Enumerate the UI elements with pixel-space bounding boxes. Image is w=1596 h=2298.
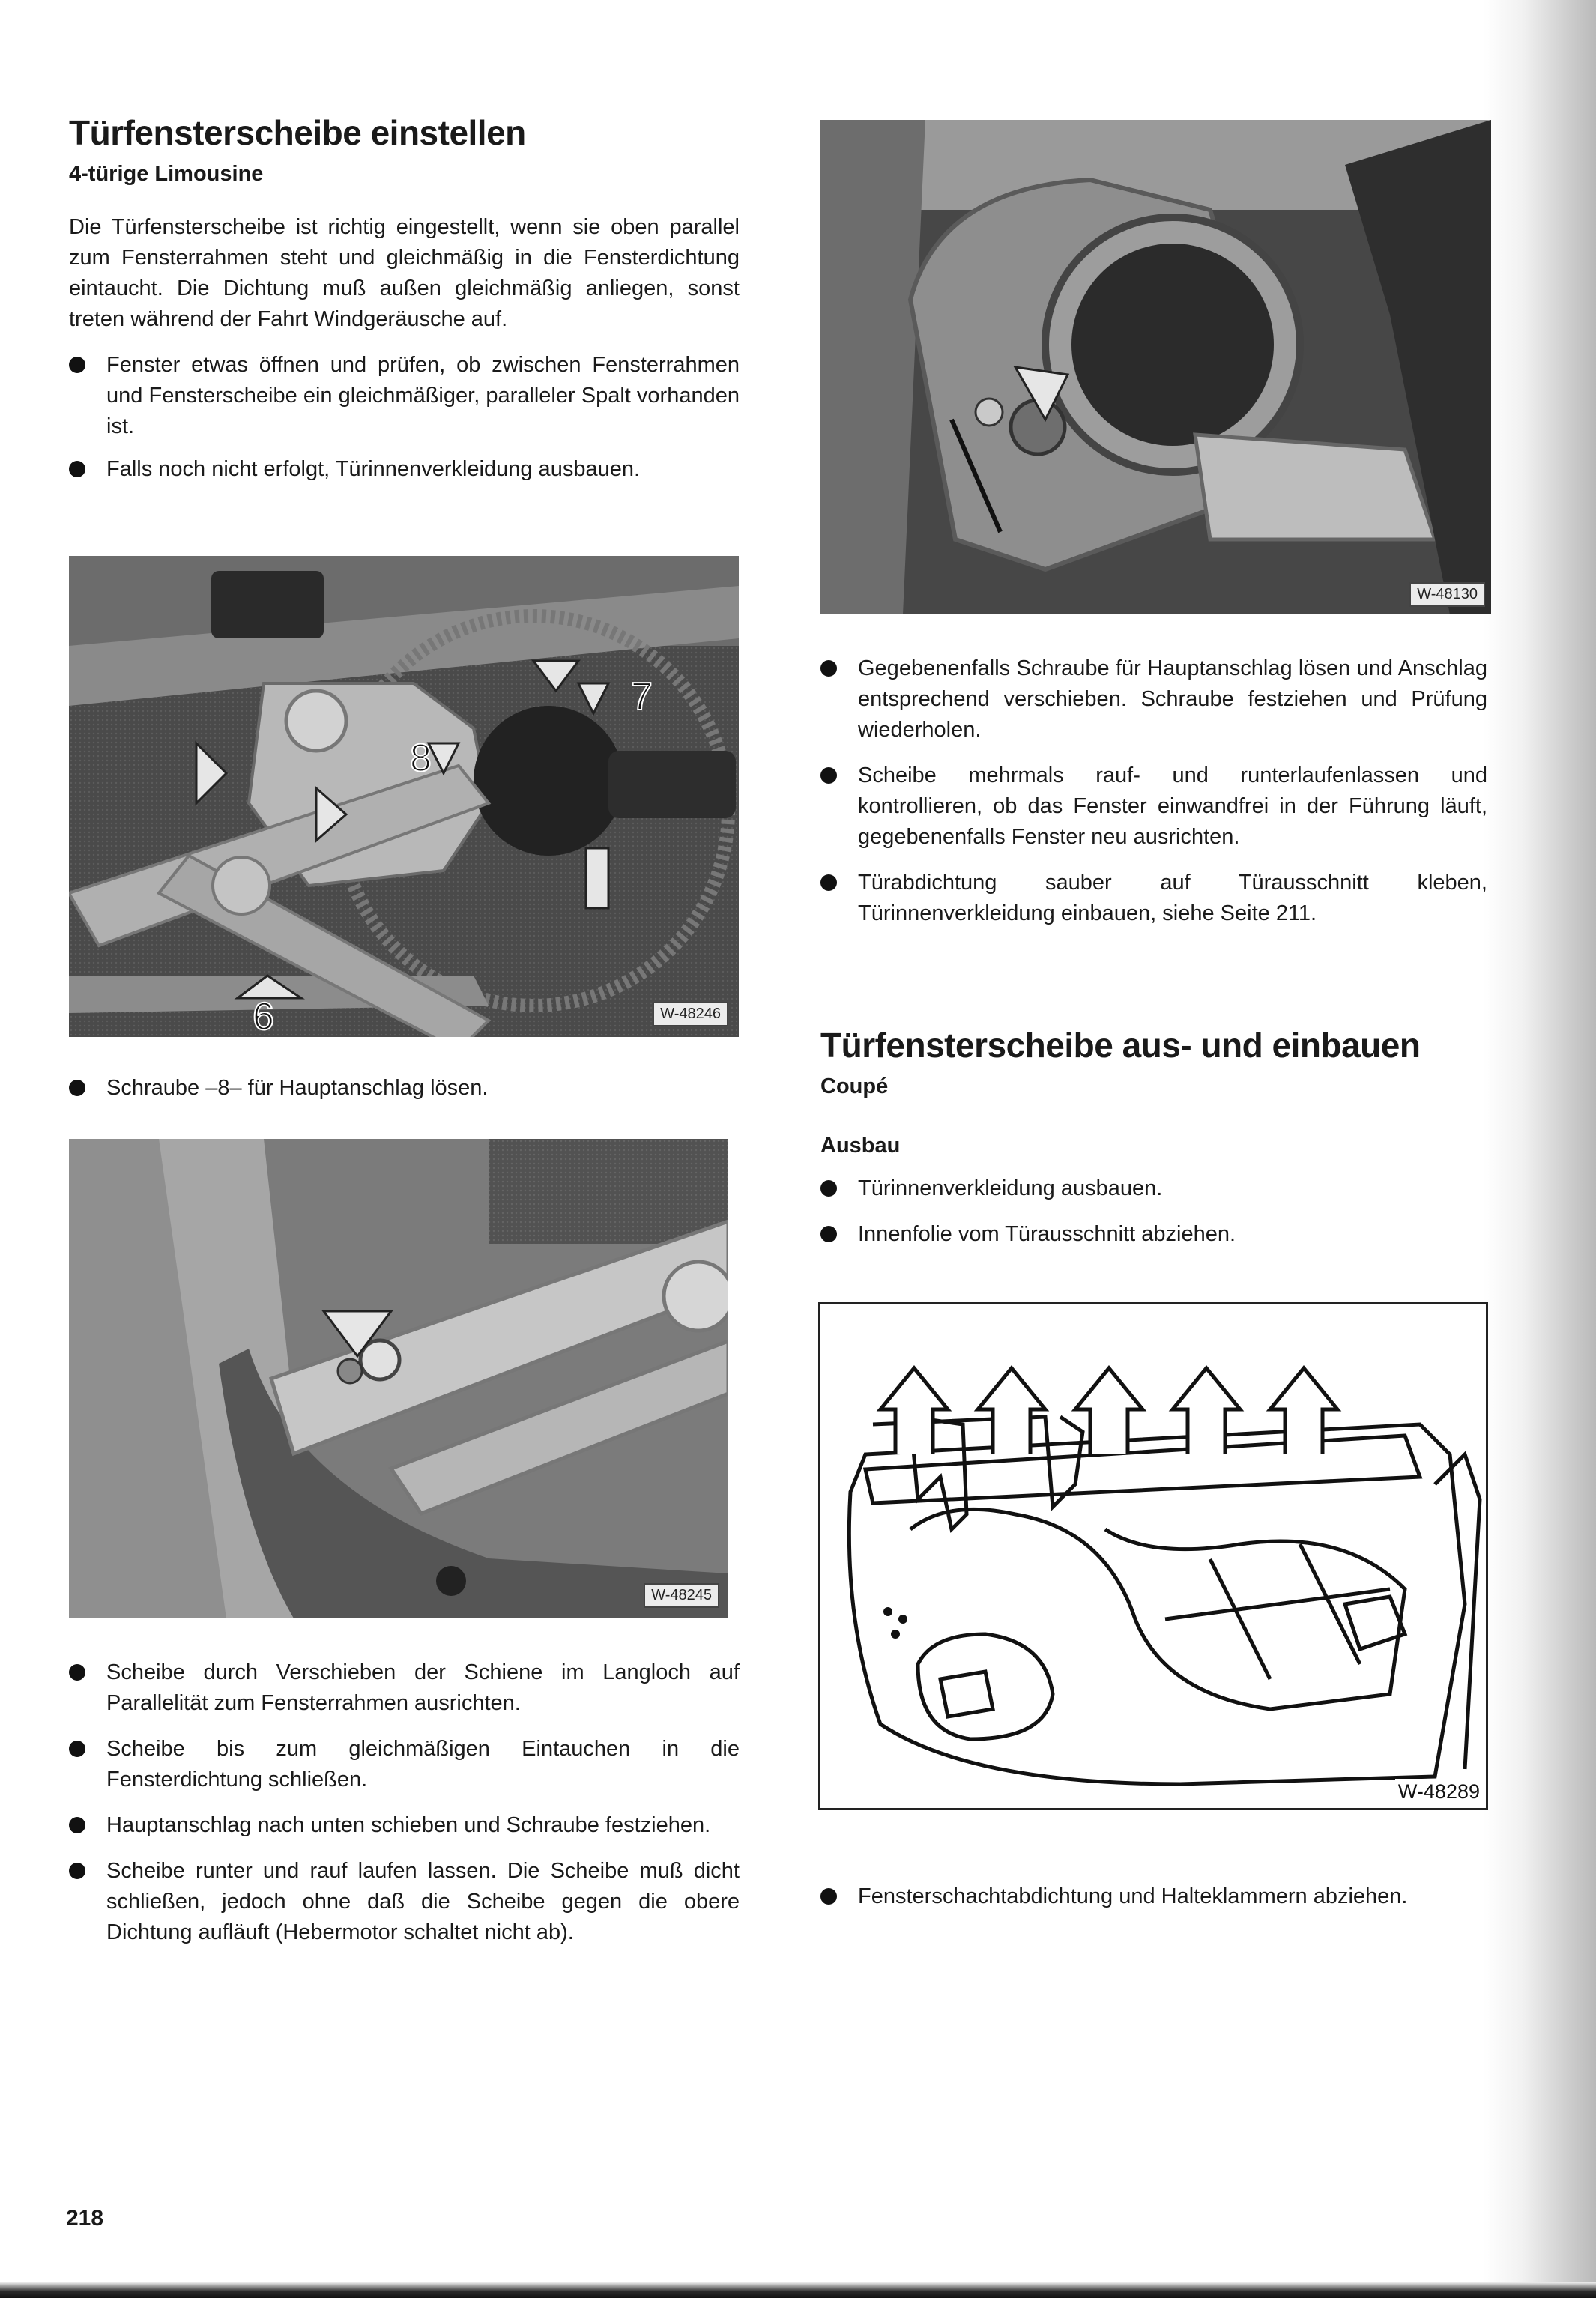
intro-paragraph: Die Türfensterscheibe ist richtig eingestellt, wenn sie oben parallel zum Fensterrahmen steht und gleichmäßig in die Fensterdichtung eintaucht. Die Dichtung muß außen gleichmäßig anliegen, sonst treten während der Fahrt Windgeräusche auf. [69,215,740,331]
callout-label: 8 [410,737,432,780]
rail-illustration [69,1139,728,1618]
callout-label: 7 [631,675,653,719]
bullet-item: Scheibe mehrmals rauf- und runterlaufenlassen und kontrollieren, ob das Fenster einwandfrei in der Führung läuft, gegebenenfalls Fenster neu ausrichten. [820,761,1487,853]
bullet-item: Schraube –8– für Hauptanschlag lösen. [69,1073,740,1104]
right-section-ausbau [820,1025,1487,1250]
bullet-item: Falls noch nicht erfolgt, Türinnenverkleidung ausbauen. [69,454,740,485]
bullet-item: Hauptanschlag nach unten schieben und Schraube festziehen. [69,1810,740,1841]
figure-tag: W-48246 [653,1002,728,1026]
callout-label: 6 [253,995,274,1037]
photo-window-motor [820,120,1491,614]
section-title: Türfensterscheibe einstellen [69,113,526,152]
figure-tag: W-48130 [1409,582,1485,607]
photo-guide-rail [69,1139,728,1618]
section-subtitle: 4-türige Limousine [69,162,264,186]
figure-tag: W-48289 [1395,1779,1483,1805]
page-number: 218 [66,2206,104,2231]
bullet-item: Türinnenverkleidung ausbauen. [820,1173,1487,1204]
section-subtitle: Coupé [820,1074,889,1098]
bullet-item: Scheibe bis zum gleichmäßigen Eintauchen in die Fensterdichtung schließen. [69,1734,740,1795]
diagram-door-inner-film [818,1302,1488,1810]
figure-tag: W-48245 [644,1583,719,1608]
bullet-item: Scheibe durch Verschieben der Schiene im Langloch auf Parallelität zum Fensterrahmen ausrichten. [69,1657,740,1719]
page-bottom-border [0,2282,1596,2298]
photo-window-regulator [69,556,739,1037]
section-title: Türfensterscheibe aus- und einbauen [820,1026,1421,1065]
door-line-drawing [820,1304,1486,1808]
bullet-item: Türabdichtung sauber auf Türausschnitt kleben, Türinnenverkleidung einbauen, siehe Seite 211. [820,868,1487,929]
page-edge-shadow [1484,0,1596,2298]
bullet-item: Fenster etwas öffnen und prüfen, ob zwischen Fensterrahmen und Fensterscheibe ein gleichmäßiger, paralleler Spalt vorhanden ist. [69,350,740,442]
regulator-illustration [69,556,739,1037]
bullet-item: Gegebenenfalls Schraube für Hauptanschlag lösen und Anschlag entsprechend verschieben. Schraube festziehen und Prüfung wiederholen. [820,653,1487,746]
right-top-list [820,653,1487,929]
subsection-heading: Ausbau [820,1134,901,1158]
left-bottom-list [69,1657,740,1948]
bullet-item: Scheibe runter und rauf laufen lassen. Die Scheibe muß dicht schließen, jedoch ohne daß die Scheibe gegen die obere Dichtung aufläuft (Hebermotor schaltet nicht ab). [69,1856,740,1948]
bullet-item: Innenfolie vom Türausschnitt abziehen. [820,1219,1487,1250]
left-column [69,112,740,485]
bullet-item: Fensterschachtabdichtung und Halteklammern abziehen. [820,1881,1525,1912]
motor-illustration [820,120,1491,614]
